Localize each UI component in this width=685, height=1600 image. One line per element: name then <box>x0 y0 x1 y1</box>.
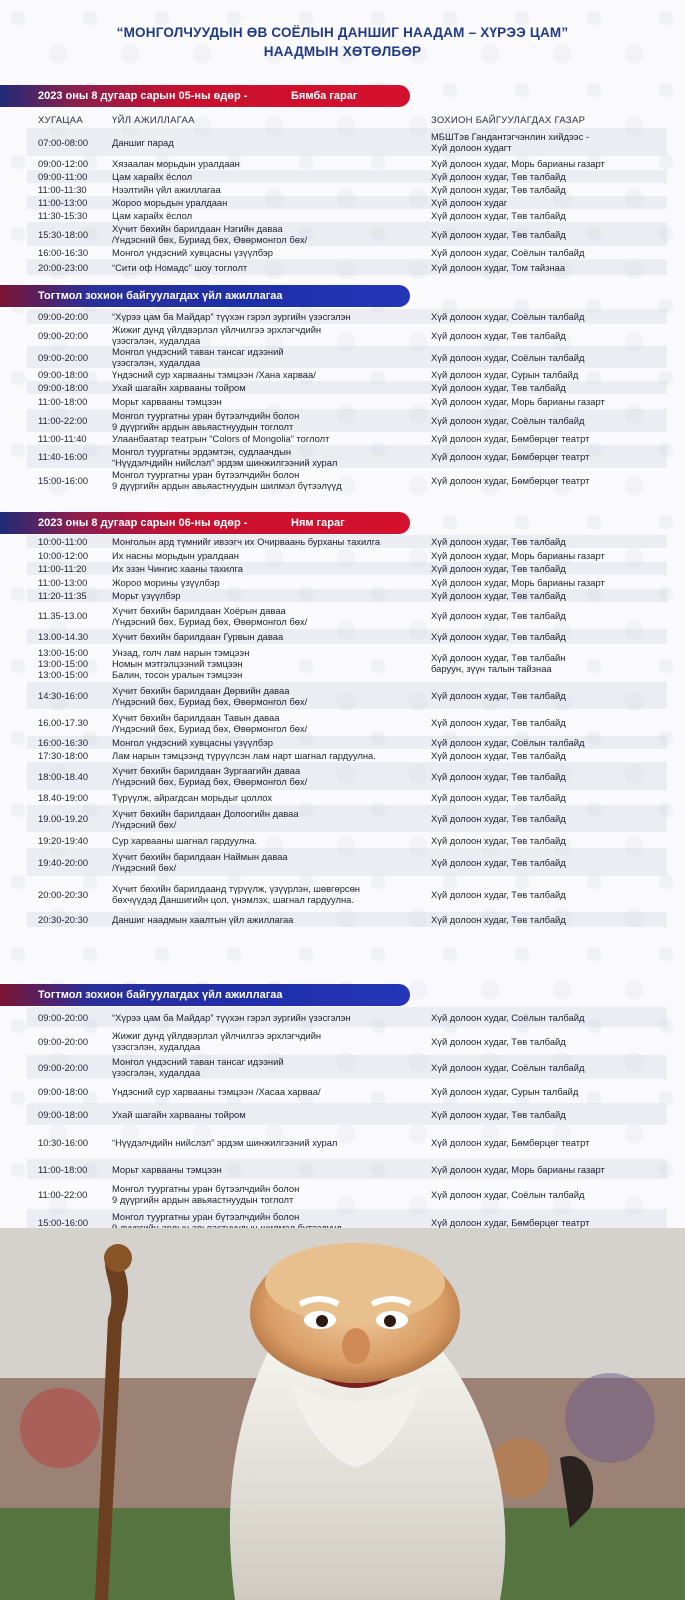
day2-band <box>0 512 410 534</box>
time-cell: 09:00-18:00 <box>38 1085 89 1097</box>
time-cell: 15:30-18:00 <box>38 228 89 240</box>
day1-band <box>0 85 410 107</box>
time-cell: 09:00-20:00 <box>38 351 89 363</box>
page-title: “МОНГОЛЧУУДЫН ӨВ СОЁЛЫН ДАНШИГ НААДАМ – ХҮРЭЭ ЦАМ” <box>116 25 569 40</box>
venue-cell: Хүй долоон худаг, Төв талбайд <box>431 228 566 240</box>
venue-cell: Хүй долоон худаг, Төв талбайд <box>431 770 566 782</box>
schedule-row <box>27 1027 667 1055</box>
header-time: ХУГАЦАА <box>38 115 84 126</box>
schedule-row <box>27 259 667 275</box>
time-cell: 09:00-12:00 <box>38 157 89 169</box>
activity-cell: “Хүрээ цам ба Майдар” түүхэн гэрэл зургийн үзэсгэлэн <box>112 311 351 322</box>
time-cell: 11:00-13:00 <box>38 576 88 588</box>
activity-cell: Монгол туургатны уран бүтээлчдийн болон 9 дүүргийн ардын авьяастнуудын тоглолт <box>112 1183 300 1205</box>
schedule-row <box>27 629 667 644</box>
activity-cell: Монгол туургатны уран бүтээлчдийн болон <box>112 1211 300 1222</box>
venue-cell: Хүй долоон худаг, Сурын талбайд <box>431 1085 579 1097</box>
activity-cell: Хүчит бөхийн барилдаанд түрүүлж, үзүүрлэн, шөвгөрсөн бөхчүүдэд Даншигийн цол, үнэмлэх, шагнал гардуулна. <box>112 883 360 905</box>
activity-cell: Хүчит бөхийн барилдаан Наймын даваа /Үндэсний бөх/ <box>112 851 288 873</box>
schedule-row <box>27 1125 667 1159</box>
day2-date: 2023 оны 8 дугаар сарын 06-ны өдөр - <box>38 517 248 529</box>
time-cell: 15:00-16:00 <box>38 474 89 486</box>
activity-cell: Монгол үндэсний хувцасны үзүүлбэр <box>112 247 274 258</box>
schedule-row <box>27 170 667 183</box>
activity-cell: Жороо морины үзүүлбэр <box>112 576 220 588</box>
permanent1-title: Тогтмол зохион байгуулагдах үйл ажиллагаа <box>38 290 283 302</box>
activity-cell: Нээлтийн үйл ажиллагаа <box>112 184 221 195</box>
header-activity: ҮЙЛ АЖИЛЛАГАА <box>112 115 195 126</box>
venue-cell: Хүй долоон худаг, Соёлын талбайд <box>431 415 585 426</box>
activity-cell: Морьт харвааны тэмцээн <box>112 1163 222 1175</box>
time-cell: 09:00-20:00 <box>38 1061 89 1073</box>
time-cell: 20:00-20:30 <box>38 888 89 900</box>
activity-cell: Цам харайх ёслол <box>112 171 193 182</box>
schedule-row <box>27 762 667 790</box>
schedule-row <box>27 156 667 170</box>
schedule-row <box>27 1079 667 1103</box>
time-cell: 15:00-16:00 <box>38 1216 89 1228</box>
venue-cell: Хүй долоон худаг, Морь барианы газарт <box>431 157 605 169</box>
venue-cell: Хүй долоон худаг, Соёлын талбайд <box>431 1011 585 1023</box>
header-venue: ЗОХИОН БАЙГУУЛАГДАХ ГАЗАР <box>431 115 586 126</box>
venue-cell: Хүй долоон худаг, Төв талбайд <box>431 914 566 925</box>
schedule-row <box>27 832 667 848</box>
time-cell: 20:00-23:00 <box>38 261 89 273</box>
time-cell: 09:00-20:00 <box>38 1011 89 1023</box>
venue-cell: Хүй долоон худаг, Морь барианы газарт <box>431 1163 605 1175</box>
time-cell: 09:00-11:00 <box>38 171 88 182</box>
activity-cell: “Нүүдэлчдийн нийслэл” эрдэм шинжилгээний хурал <box>112 1136 338 1148</box>
activity-cell: Морьт үзүүлбэр <box>112 590 181 601</box>
activity-cell: Даншиг парад <box>112 136 174 148</box>
schedule-row <box>27 409 667 432</box>
activity-cell: Монгол туургатны уран бүтээлчдийн болон 9 дүүргийн ардын авьяастнуудын тоглолт <box>112 409 300 432</box>
page-subtitle: НААДМЫН ХӨТӨЛБӨР <box>263 44 422 59</box>
schedule-row <box>27 644 667 682</box>
time-cell: 14:30-16:00 <box>38 690 89 701</box>
schedule-row <box>27 805 667 832</box>
time-cell: 20:30-20:30 <box>38 914 89 925</box>
activity-cell: Жижиг дунд үйлдвэрлэл үйлчилгээ эрхлэгчдийн үзэсгэлэн, худалдаа <box>112 1030 322 1052</box>
time-cell: 11:00-11:20 <box>38 563 87 574</box>
schedule-row <box>27 381 667 394</box>
venue-cell: Хүй долоон худаг, Төв талбайд <box>431 717 566 728</box>
activity-cell: Цам харайх ёслол <box>112 210 193 221</box>
time-cell: 10:00-11:00 <box>38 536 88 547</box>
time-cell: 09:00-18:00 <box>38 369 89 380</box>
time-cell: 11:00-22:00 <box>38 415 88 426</box>
venue-cell: Хүй долоон худаг, Төв талбайд <box>431 563 566 574</box>
schedule-row <box>27 468 667 492</box>
venue-cell: Хүй долоон худаг, Бөмбөрцөг театрт <box>431 433 590 444</box>
schedule-row <box>27 209 667 222</box>
activity-cell: Даншиг наадмын хаалтын үйл ажиллагаа <box>112 914 294 925</box>
schedule-row <box>27 575 667 589</box>
schedule-row <box>27 445 667 468</box>
activity-cell: Морьт харвааны тэмцээн <box>112 396 222 407</box>
activity-cell: Хязаалан морьдын уралдаан <box>112 157 240 169</box>
venue-cell: Хүй долоон худаг, Бөмбөрцөг театрт <box>431 451 590 462</box>
time-cell: 16.00-17.30 <box>38 717 89 728</box>
day2-weekday: Ням гараг <box>291 517 345 529</box>
time-cell: 11:20-11:35 <box>38 590 87 601</box>
activity-cell: Их насны морьдын уралдаан <box>112 549 239 561</box>
activity-cell: Монгол үндэсний таван тансаг идээний үзэсгэлэн, худалдаа <box>112 346 284 368</box>
time-cell: 11:00-11:40 <box>38 433 87 444</box>
activity-cell: Монгол туургатны эрдэмтэн, судлаачдын “Нүүдэлчдийн нийслэл” эрдэм шинжилгээний хурал <box>112 445 338 468</box>
venue-cell: Хүй долоон худаг, Төв талбайд <box>431 210 566 221</box>
permanent1-band <box>0 285 410 307</box>
time-cell: 09:00-20:00 <box>38 1035 89 1047</box>
activity-cell: Лам нарын тэмцээнд түрүүлсэн лам нарт шагнал гардуулна. <box>112 750 376 761</box>
venue-cell: Хүй долоон худаг, Төв талбайд <box>431 610 566 621</box>
schedule-row <box>27 912 667 927</box>
venue-cell: Хүй долоон худаг, Төв талбайд <box>431 690 566 701</box>
activity-cell: Түрүүлж, айрагдсан морьдыг цоллох <box>112 792 273 803</box>
activity-cell: Унзад, голч лам нарын тэмцээн Номын мэтгэлцээний тэмцээн Балин, тосон уралын тэмцээн <box>112 646 250 680</box>
activity-cell: Хүчит бөхийн барилдаан Гурвын даваа <box>112 631 284 642</box>
venue-cell: Хүй долоон худаг, Төв талбайд <box>431 888 566 900</box>
venue-cell: Хүй долоон худаг, Төв талбайд <box>431 329 566 341</box>
time-cell: 11:00-13:00 <box>38 197 88 208</box>
venue-cell: Хүй долоон худаг, Төв талбайд <box>431 1108 566 1120</box>
schedule-row <box>27 749 667 762</box>
venue-cell: Хүй долоон худаг, Төв талбайд <box>431 631 566 642</box>
venue-cell: Хүй долоон худаг, Төв талбайд <box>431 1035 566 1047</box>
day1-date: 2023 оны 8 дугаар сарын 05-ны өдөр - <box>38 90 248 102</box>
schedule-row <box>27 196 667 209</box>
time-cell: 07:00-08:00 <box>38 136 89 148</box>
time-cell: 18:00-18.40 <box>38 770 89 782</box>
venue-cell: Хүй долоон худаг, Соёлын талбайд <box>431 311 585 322</box>
time-cell: 17:30-18:00 <box>38 750 89 761</box>
schedule-row <box>27 128 667 156</box>
venue-cell: Хүй долоон худаг, Соёлын талбайд <box>431 247 585 258</box>
activity-cell: Их эзэн Чингис хааны тахилга <box>112 563 243 574</box>
activity-cell: Хүчит бөхийн барилдаан Долоогийн даваа /Үндэсний бөх/ <box>112 807 299 830</box>
schedule-row <box>27 324 667 346</box>
time-cell: 13:00-15:00 13:00-15:00 13:00-15:00 <box>38 646 89 680</box>
activity-cell: Үндэсний сур харвааны тэмцээн /Хана харваа/ <box>112 369 316 380</box>
schedule-row <box>27 346 667 368</box>
venue-cell: Хүй долоон худаг, Соёлын талбайд <box>431 1188 585 1200</box>
venue-cell: МБШТэв Гандантэгчэнлин хийдээс - Хүй долоон худагт <box>431 131 590 153</box>
schedule-row <box>27 183 667 196</box>
venue-cell: Хүй долоон худаг, Соёлын талбайд <box>431 351 585 363</box>
schedule-row <box>27 548 667 562</box>
venue-cell: Хүй долоон худаг, Төв талбайд <box>431 171 566 182</box>
schedule-row <box>27 602 667 629</box>
schedule-row <box>27 368 667 381</box>
time-cell: 09:00-20:00 <box>38 329 89 341</box>
activity-cell: Улаанбаатар театрын “Colors of Mongolia” тоглолт <box>112 433 330 444</box>
tsam-performer-photo <box>0 1228 685 1600</box>
schedule-row <box>27 876 667 912</box>
activity-cell: Хүчит бөхийн барилдаан Нэгийн даваа /Үндэсний бөх, Буриад бөх, Өвөрмонгол бөх/ <box>112 223 308 245</box>
activity-cell: Ухай шагайн харвааны тойром <box>112 1108 246 1120</box>
day1-weekday: Бямба гараг <box>291 90 358 102</box>
activity-cell: Үндэсний сур харвааны тэмцээн /Хасаа харваа/ <box>112 1085 321 1097</box>
time-cell: 09:00-18:00 <box>38 1108 89 1120</box>
schedule-row <box>27 709 667 736</box>
schedule-row <box>27 589 667 602</box>
schedule-row <box>27 309 667 324</box>
schedule-row <box>27 1055 667 1079</box>
time-cell: 11:30-15:30 <box>38 210 88 221</box>
activity-cell: Жижиг дунд үйлдвэрлэл үйлчилгээ эрхлэгчдийн үзэсгэлэн, худалдаа <box>112 324 322 346</box>
schedule-row <box>27 790 667 805</box>
activity-cell: Монгол үндэсний хувцасны үзүүлбэр <box>112 737 274 748</box>
permanent2-title: Тогтмол зохион байгуулагдах үйл ажиллагаа <box>38 989 283 1001</box>
schedule-row <box>27 848 667 876</box>
time-cell: 11.35-13.00 <box>38 610 88 621</box>
time-cell: 19.00-19.20 <box>38 813 89 824</box>
venue-cell: Хүй долоон худаг, Сурын талбайд <box>431 369 579 380</box>
permanent2-band <box>0 984 410 1006</box>
time-cell: 11:00-18:00 <box>38 1163 88 1175</box>
venue-cell: Хүй долоон худаг, Төв талбайд <box>431 184 566 195</box>
time-cell: 10:00-12:00 <box>38 549 89 561</box>
venue-cell: Хүй долоон худаг, Морь барианы газарт <box>431 396 605 407</box>
time-cell: 11:00-18:00 <box>38 396 88 407</box>
time-cell: 16:00-16:30 <box>38 247 89 258</box>
activity-cell: Жороо морьдын уралдаан <box>112 197 228 208</box>
activity-cell: Хүчит бөхийн барилдаан Зургаагийн даваа /Үндэсний бөх, Буриад бөх, Өвөрмонгол бөх/ <box>112 765 308 787</box>
schedule-row <box>27 535 667 548</box>
venue-cell: Хүй долоон худаг, Бөмбөрцөг театрт <box>431 474 590 486</box>
activity-cell: Монгол үндэсний таван тансаг идээний үзэсгэлэн, худалдаа <box>112 1056 284 1078</box>
activity-cell: “Хүрээ цам ба Майдар” түүхэн гэрэл зургийн үзэсгэлэн <box>112 1011 351 1023</box>
schedule-row <box>27 1179 667 1209</box>
activity-cell: Монголын ард түмнийг ивээгч их Очирваань бурханы тахилга <box>112 536 381 547</box>
schedule-row <box>27 432 667 445</box>
venue-cell: Хүй долоон худаг, Төв талбайд <box>431 750 566 761</box>
schedule-row <box>27 736 667 749</box>
activity-cell: Сур харвааны шагнал гардуулна. <box>112 834 258 846</box>
activity-cell: Хүчит бөхийн барилдаан Дөрвийн даваа /Үндэсний бөх, Буриад бөх, Өвөрмонгол бөх/ <box>112 684 308 707</box>
schedule-row <box>27 394 667 409</box>
venue-cell: Хүй долоон худаг, Төв талбайд <box>431 590 566 601</box>
schedule-row <box>27 1007 667 1027</box>
venue-cell: Хүй долоон худаг, Төв талбайд <box>431 792 566 803</box>
activity-cell: “Сити оф Номадс” шоу тоглолт <box>112 261 248 273</box>
time-cell: 19:40-20:00 <box>38 856 89 868</box>
schedule-row <box>27 1103 667 1125</box>
time-cell: 16:00-16:30 <box>38 737 89 748</box>
time-cell: 13.00-14.30 <box>38 631 89 642</box>
time-cell: 10:30-16:00 <box>38 1136 89 1148</box>
venue-cell: Хүй долоон худаг, Морь барианы газарт <box>431 549 605 561</box>
venue-cell: Хүй долоон худаг, Соёлын талбайд <box>431 1061 585 1073</box>
time-cell: 18.40-19:00 <box>38 792 89 803</box>
venue-cell: Хүй долоон худаг, Төв талбайд <box>431 382 566 393</box>
venue-cell: Хүй долоон худаг, Том тайзнаа <box>431 261 566 273</box>
time-cell: 09:00-20:00 <box>38 311 89 322</box>
schedule-row <box>27 562 667 575</box>
schedule-row <box>27 682 667 709</box>
venue-cell: Хүй долоон худаг, Морь барианы газарт <box>431 576 605 588</box>
venue-cell: Хүй долоон худаг, Төв талбайд <box>431 813 566 824</box>
venue-cell: Хүй долоон худаг, Бөмбөрцөг театрт <box>431 1216 590 1228</box>
time-cell: 11:40-16:00 <box>38 451 88 462</box>
activity-cell: Ухай шагайн харвааны тойром <box>112 382 246 393</box>
venue-cell: Хүй долоон худаг, Төв талбайн баруун, зүүн талын тайзнаа <box>431 652 566 674</box>
time-cell: 09:00-18:00 <box>38 382 89 393</box>
schedule-row <box>27 1159 667 1179</box>
time-cell: 11:00-22:00 <box>38 1188 88 1200</box>
time-cell: 19:20-19:40 <box>38 834 89 846</box>
venue-cell: Хүй долоон худаг, Соёлын талбайд <box>431 737 585 748</box>
activity-cell: Хүчит бөхийн барилдаан Хоёрын даваа /Үндэсний бөх, Буриад бөх, Өвөрмонгол бөх/ <box>112 604 308 627</box>
venue-cell: Хүй долоон худаг <box>431 197 508 208</box>
schedule-row <box>27 222 667 246</box>
activity-cell: Монгол туургатны уран бүтээлчдийн болон 9 дүүргийн ардын авьяастнуудын шилмэл бүтээлүүд <box>112 469 342 491</box>
venue-cell: Хүй долоон худаг, Төв талбайд <box>431 856 566 868</box>
time-cell: 11:00-11:30 <box>38 184 87 195</box>
venue-cell: Хүй долоон худаг, Төв талбайд <box>431 834 566 846</box>
venue-cell: Хүй долоон худаг, Бөмбөрцөг театрт <box>431 1136 590 1148</box>
activity-cell: Хүчит бөхийн барилдаан Тавын даваа /Үндэсний бөх, Буриад бөх, Өвөрмонгол бөх/ <box>112 711 308 734</box>
schedule-row <box>27 246 667 259</box>
venue-cell: Хүй долоон худаг, Төв талбайд <box>431 536 566 547</box>
